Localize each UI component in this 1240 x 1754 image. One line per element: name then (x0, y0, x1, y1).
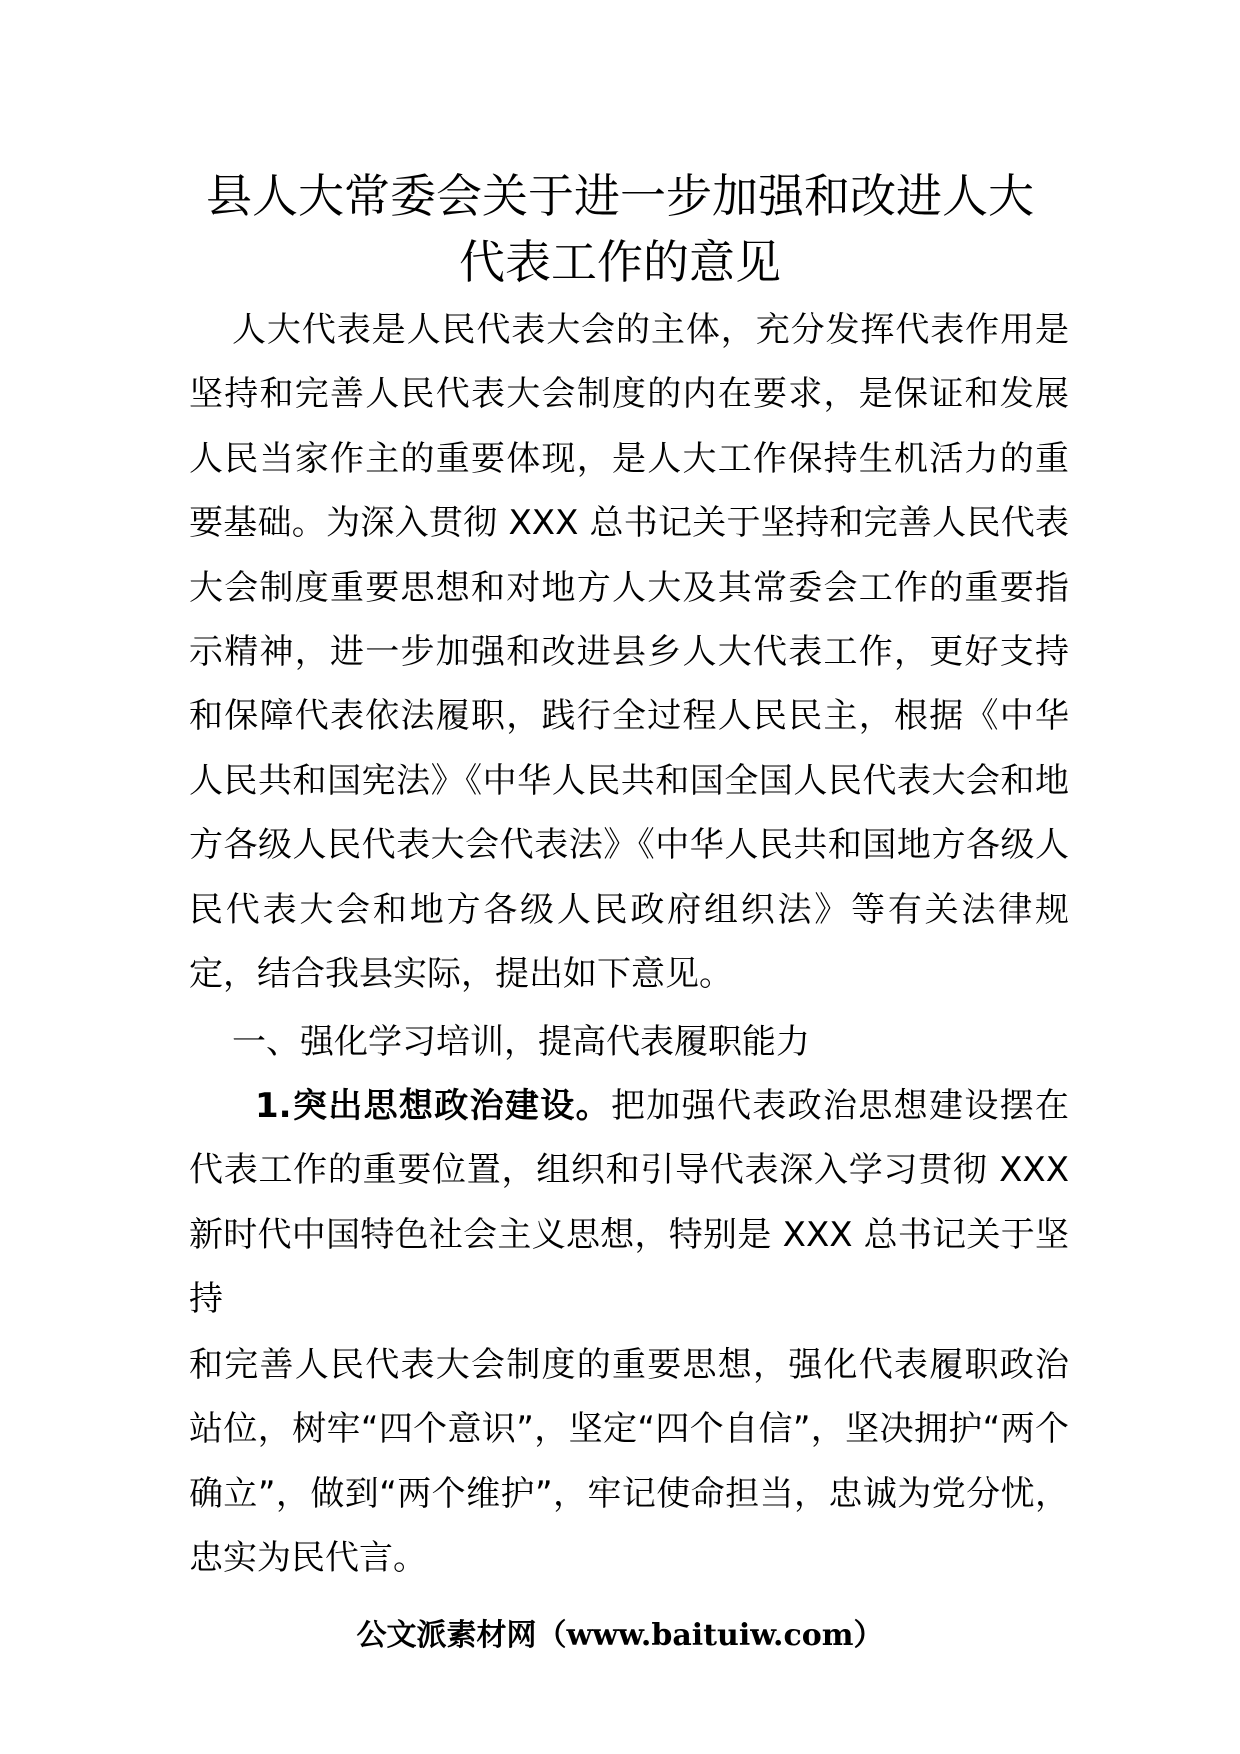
item-1-paragraph (189, 1074, 1069, 1332)
intro-paragraph: 人大代表是人民代表大会的主体，充分发挥代表作用是坚持和完善人民代表大会制度的内在要求，是保证和发展人民当家作主的重要体现，是人大工作保持生机活力的重要基础。为深入贯彻 XXX 总书记关于坚持和完善人民代表大会制度重要思想和对地方人大及其常委会工作的重要指示精神，进一步加强和改进县乡人大代表工作，更好支持和保障代表依法履职，践行全过程人民民主，根据《中华人民共和国宪法》《中华人民共和国全国人民代表大会和地方各级人民代表大会代表法》《中华人民共和国地方各级人民代表大会和地方各级人民政府组织法》等有关法律规定，结合我县实际，提出如下意见。 (189, 310, 1069, 995)
item-1-continued-paragraph: 和完善人民代表大会制度的重要思想，强化代表履职政治站位，树牢“四个意识”，坚定“四个自信”，坚决拥护“两个确立”，做到“两个维护”，牢记使命担当，忠诚为党分忧，忠实为民代言。 (189, 1345, 1069, 1579)
document-title-line-2: 代表工作的意见 (459, 235, 781, 289)
footer-watermark: 公文派素材网（www.baituiw.com） (356, 1618, 884, 1653)
section-heading-1: 一、强化学习培训，提高代表履职能力 (232, 1022, 810, 1062)
item-1-lead: 1.突出思想政治建设。 (255, 1086, 611, 1126)
document-title-line-1: 县人大常委会关于进一步加强和改进人大 (206, 169, 1034, 223)
item-1-text: 把加强代表政治思想建设摆在代表工作的重要位置，组织和引导代表深入学习贯彻 XXX 新时代中国特色社会主义思想，特别是 XXX 总书记关于坚持 (189, 1086, 1070, 1320)
